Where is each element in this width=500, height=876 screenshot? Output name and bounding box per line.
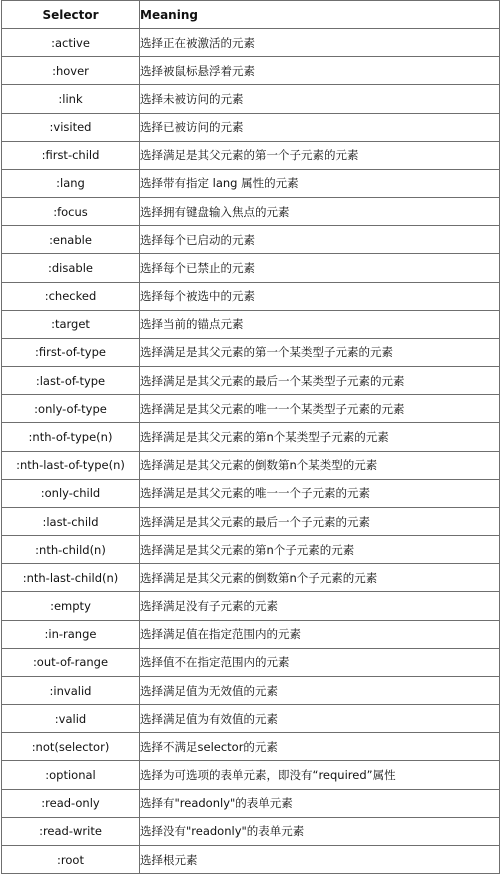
table-row (2, 29, 500, 57)
table-row (2, 254, 500, 282)
table-row (2, 85, 500, 113)
table-row (2, 733, 500, 761)
selector-cell: :checked (2, 282, 140, 310)
table-row (2, 395, 500, 423)
table-row (2, 198, 500, 226)
table-row (2, 648, 500, 676)
table-row (2, 282, 500, 310)
table-row (2, 507, 500, 535)
selector-cell: :hover (2, 57, 140, 85)
header-row (2, 1, 500, 29)
meaning-cell: 选择满足没有子元素的元素 (140, 592, 500, 620)
table-row (2, 226, 500, 254)
selector-cell: :first-child (2, 141, 140, 169)
selector-cell: :enable (2, 226, 140, 254)
table-row (2, 113, 500, 141)
meaning-cell: 选择满足值在指定范围内的元素 (140, 620, 500, 648)
selector-cell: :not(selector) (2, 733, 140, 761)
table-row (2, 620, 500, 648)
meaning-cell: 选择满足是其父元素的倒数第n个某类型的元素 (140, 451, 500, 479)
meaning-cell: 选择有"readonly"的表单元素 (140, 789, 500, 817)
meaning-cell: 选择不满足selector的元素 (140, 733, 500, 761)
table-row (2, 338, 500, 366)
meaning-cell: 选择根元素 (140, 845, 500, 873)
meaning-cell: 选择每个已启动的元素 (140, 226, 500, 254)
column-header-meaning: Meaning (140, 1, 500, 29)
selector-cell: :optional (2, 761, 140, 789)
meaning-cell: 选择满足是其父元素的第n个子元素的元素 (140, 536, 500, 564)
selector-cell: :nth-of-type(n) (2, 423, 140, 451)
selector-cell: :nth-last-child(n) (2, 564, 140, 592)
selector-cell: :empty (2, 592, 140, 620)
selector-cell: :disable (2, 254, 140, 282)
meaning-cell: 选择未被访问的元素 (140, 85, 500, 113)
table-row (2, 789, 500, 817)
meaning-cell: 选择没有"readonly"的表单元素 (140, 817, 500, 845)
table-row (2, 423, 500, 451)
table-row (2, 367, 500, 395)
selector-cell: :only-child (2, 479, 140, 507)
table-row (2, 564, 500, 592)
selector-cell: :in-range (2, 620, 140, 648)
table-row (2, 57, 500, 85)
meaning-cell: 选择被鼠标悬浮着元素 (140, 57, 500, 85)
selector-cell: :read-only (2, 789, 140, 817)
meaning-cell: 选择满足是其父元素的最后一个子元素的元素 (140, 507, 500, 535)
meaning-cell: 选择满足是其父元素的唯一一个某类型子元素的元素 (140, 395, 500, 423)
table-row (2, 705, 500, 733)
meaning-cell: 选择满足是其父元素的唯一一个子元素的元素 (140, 479, 500, 507)
meaning-cell: 选择拥有键盘输入焦点的元素 (140, 198, 500, 226)
table-row (2, 536, 500, 564)
meaning-cell: 选择满足是其父元素的第n个某类型子元素的元素 (140, 423, 500, 451)
selector-cell: :read-write (2, 817, 140, 845)
selector-cell: :only-of-type (2, 395, 140, 423)
selector-cell: :first-of-type (2, 338, 140, 366)
meaning-cell: 选择当前的锚点元素 (140, 310, 500, 338)
table-row (2, 817, 500, 845)
selector-cell: :target (2, 310, 140, 338)
table-row (2, 592, 500, 620)
meaning-cell: 选择每个被选中的元素 (140, 282, 500, 310)
table-row (2, 761, 500, 789)
selector-cell: :visited (2, 113, 140, 141)
selector-cell: :lang (2, 169, 140, 197)
meaning-cell: 选择带有指定 lang 属性的元素 (140, 169, 500, 197)
meaning-cell: 选择为可选项的表单元素，即没有“required”属性 (140, 761, 500, 789)
selector-cell: :focus (2, 198, 140, 226)
selector-cell: :valid (2, 705, 140, 733)
selector-cell: :out-of-range (2, 648, 140, 676)
table-body (2, 29, 500, 874)
pseudo-class-table (1, 0, 500, 874)
column-header-selector: Selector (2, 1, 140, 29)
selector-cell: :last-of-type (2, 367, 140, 395)
selector-cell: :active (2, 29, 140, 57)
selector-cell: :link (2, 85, 140, 113)
meaning-cell: 选择满足值为无效值的元素 (140, 676, 500, 704)
selector-cell: :nth-last-of-type(n) (2, 451, 140, 479)
selector-cell: :invalid (2, 676, 140, 704)
selector-cell: :nth-child(n) (2, 536, 140, 564)
table-header (2, 1, 500, 29)
table-row (2, 845, 500, 873)
selector-cell: :root (2, 845, 140, 873)
selector-cell: :last-child (2, 507, 140, 535)
meaning-cell: 选择值不在指定范围内的元素 (140, 648, 500, 676)
table-row (2, 141, 500, 169)
table-row (2, 676, 500, 704)
meaning-cell: 选择满足是其父元素的第一个子元素的元素 (140, 141, 500, 169)
meaning-cell: 选择满足值为有效值的元素 (140, 705, 500, 733)
meaning-cell: 选择正在被激活的元素 (140, 29, 500, 57)
meaning-cell: 选择满足是其父元素的第一个某类型子元素的元素 (140, 338, 500, 366)
table-row (2, 451, 500, 479)
meaning-cell: 选择满足是其父元素的倒数第n个子元素的元素 (140, 564, 500, 592)
table-row (2, 169, 500, 197)
meaning-cell: 选择满足是其父元素的最后一个某类型子元素的元素 (140, 367, 500, 395)
meaning-cell: 选择已被访问的元素 (140, 113, 500, 141)
table-row (2, 310, 500, 338)
meaning-cell: 选择每个已禁止的元素 (140, 254, 500, 282)
table-row (2, 479, 500, 507)
